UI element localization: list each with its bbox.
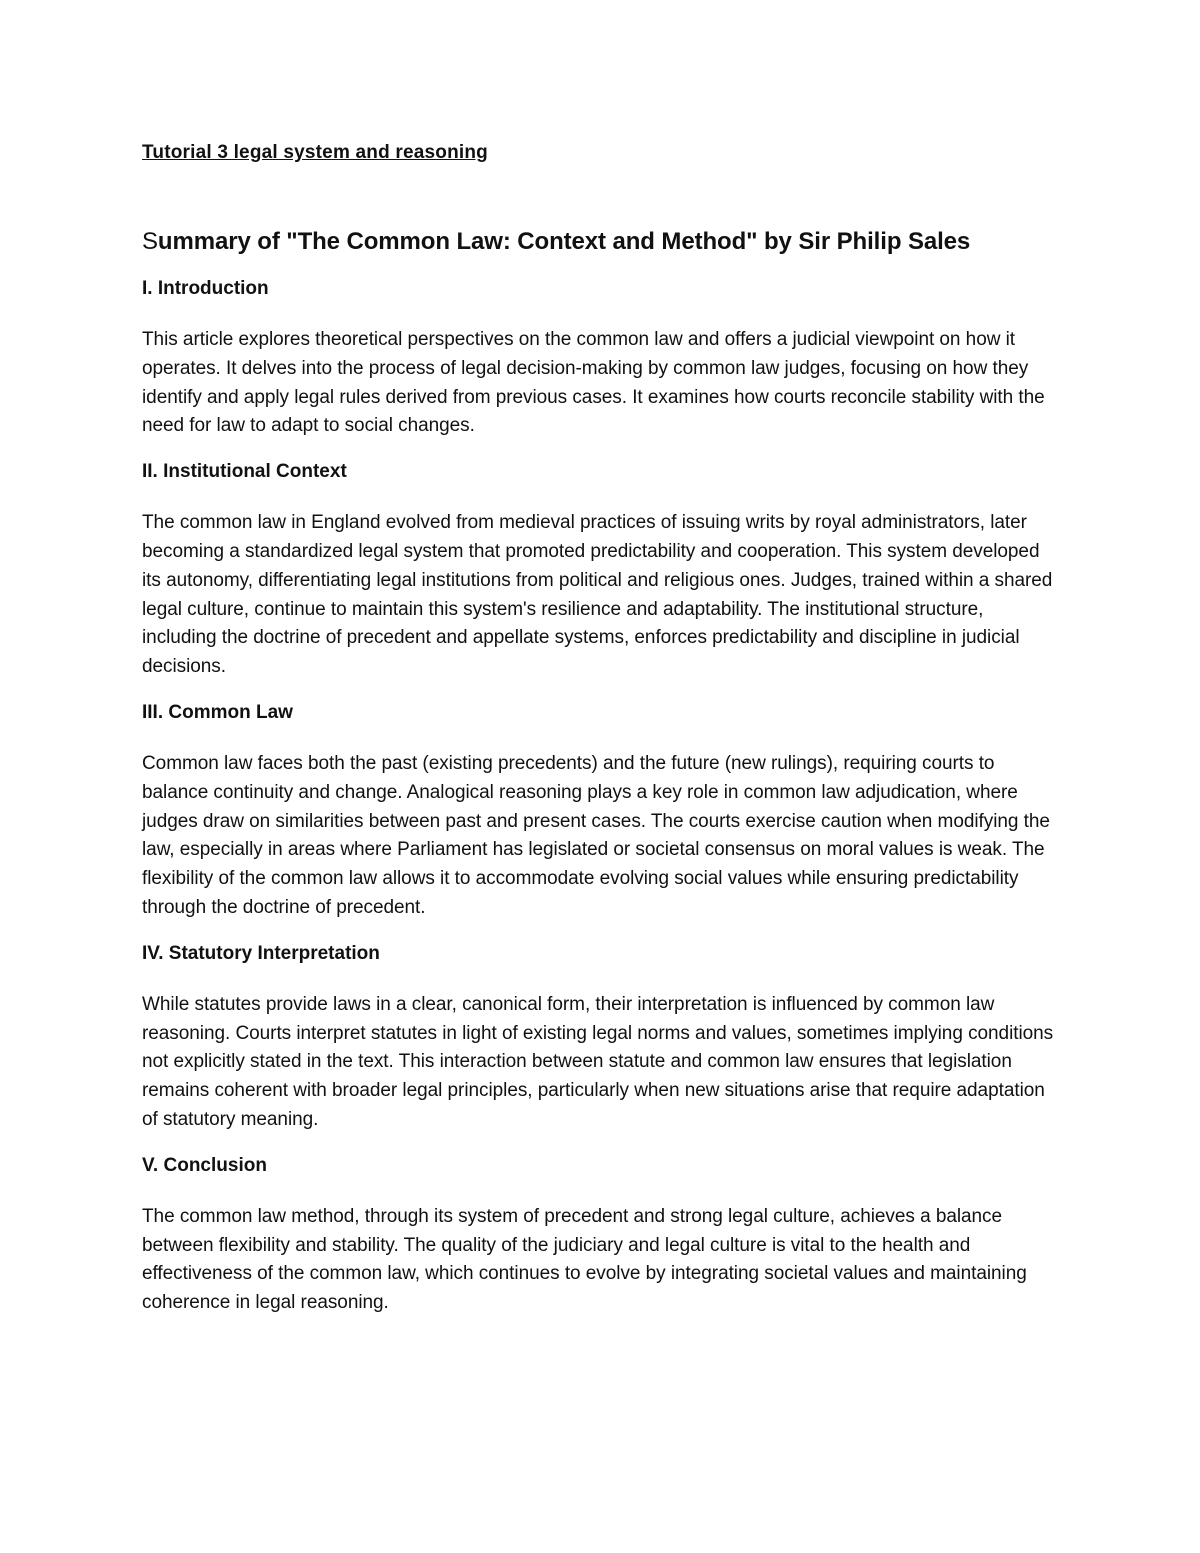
section-heading-statutory-interpretation: IV. Statutory Interpretation (142, 942, 380, 964)
section-heading-institutional-context: II. Institutional Context (142, 461, 347, 483)
section-body-introduction: This article explores theoretical perspectives on the common law and offers a judicial viewpoint on how it operates. It delves into the process of legal decision-making by common law judges, focusing on how they identify and apply legal rules derived from previous cases. It examines how courts reconcile stability with the need for law to adapt to social changes. (142, 329, 1045, 437)
section-heading-common-law: III. Common Law (142, 701, 293, 723)
section-body-conclusion: The common law method, through its system of precedent and strong legal culture, achieves a balance between flexibility and stability. The quality of the judiciary and legal culture is vital to the health and effectiveness of the common law, which continues to evolve by integrating societal values and maintaining coherence in legal reasoning. (142, 1205, 1027, 1314)
section-heading-introduction: I. Introduction (142, 278, 269, 299)
document-title: Tutorial 3 legal system and reasoning (142, 142, 488, 163)
section-body-common-law: Common law faces both the past (existing precedents) and the future (new rulings), requiring courts to balance continuity and change. Analogical reasoning plays a key role in common law adjudication, where judges draw on similarities between past and present cases. The courts exercise caution when modifying the law, especially in areas where Parliament has legislated or societal consensus on moral values is weak. The flexibility of the common law allows it to accommodate evolving social values while ensuring predictability through the doctrine of precedent. (142, 752, 1050, 918)
summary-heading (142, 226, 1062, 258)
section-heading-conclusion: V. Conclusion (142, 1154, 267, 1176)
document-page (142, 138, 1062, 1318)
section-body-statutory-interpretation: While statutes provide laws in a clear, canonical form, their interpretation is influenced by common law reasoning. Courts interpret statutes in light of existing legal norms and values, sometimes implying conditions not explicitly stated in the text. This interaction between statute and common law ensures that legislation remains coherent with broader legal principles, particularly when new situations arise that require adaptation of statutory meaning. (142, 993, 1054, 1130)
summary-heading-text: ummary of "The Common Law: Context and Method" by Sir Philip Sales (157, 228, 971, 255)
section-body-institutional-context: The common law in England evolved from medieval practices of issuing writs by royal administrators, later becoming a standardized legal system that promoted predictability and cooperation. This system developed its autonomy, differentiating legal institutions from political and religious ones. Judges, trained within a shared legal culture, continue to maintain this system's resilience and adaptability. The institutional structure, including the doctrine of precedent and appellate systems, enforces predictability and discipline in judicial decisions. (142, 512, 1053, 678)
summary-heading-lead-letter: S (142, 228, 158, 255)
